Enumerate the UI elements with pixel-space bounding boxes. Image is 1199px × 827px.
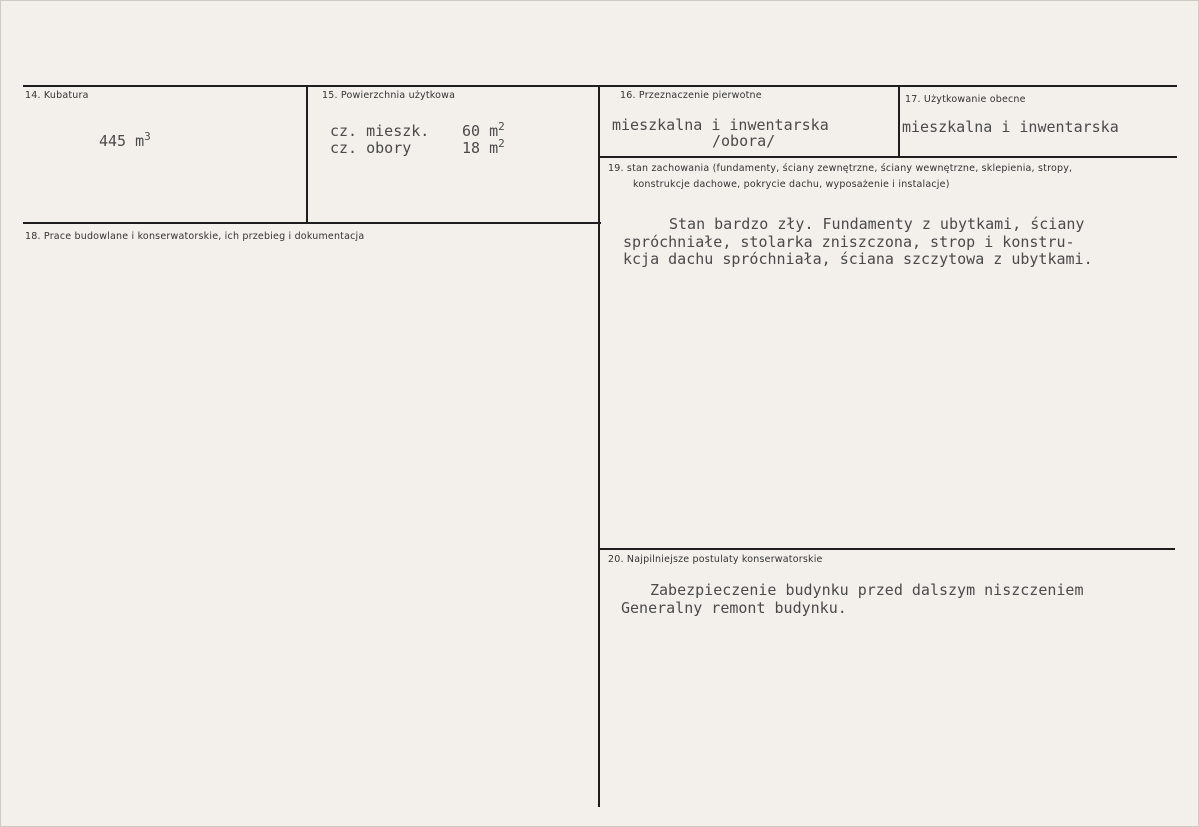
field-17-label: 17. Użytkowanie obecne: [905, 94, 1026, 105]
divider-16-17: [898, 85, 900, 157]
field-15-label: 15. Powierzchnia użytkowa: [322, 90, 456, 101]
field-15-row2-area: 18 m: [462, 139, 499, 157]
field-19-line3: kcja dachu spróchniała, ściana szczytowa z ubytkami.: [623, 250, 1093, 268]
field-14-volume: 445 m: [99, 132, 145, 150]
divider-14-15: [306, 85, 308, 223]
main-center-divider: [598, 85, 600, 807]
field-15-row2-exponent: 2: [498, 137, 505, 150]
field-14-label: 14. Kubatura: [25, 90, 89, 101]
field-20-line1: Zabezpieczenie budynku przed dalszym niszczeniem: [650, 581, 1084, 599]
field-15-row1-name: cz. mieszk.: [330, 122, 430, 140]
field-15-row2-value: [462, 139, 505, 158]
field-15-row2-name: cz. obory: [330, 139, 412, 157]
field-19-label-line1: 19. stan zachowania (fundamenty, ściany zewnętrzne, ściany wewnętrzne, sklepienia, stropy,: [608, 163, 1073, 174]
field-14-unit-exponent: 3: [144, 130, 151, 143]
field-19-line2: spróchniałe, stolarka zniszczona, strop i konstru-: [623, 233, 1075, 251]
field-20-label: 20. Najpilniejsze postulaty konserwatorskie: [608, 554, 823, 565]
field-19-label-line2: konstrukcje dachowe, pokrycie dachu, wyposażenie i instalacje): [633, 179, 950, 190]
rule-above-20: [599, 548, 1175, 550]
field-18-label: 18. Prace budowlane i konserwatorskie, ich przebieg i dokumentacja: [25, 231, 365, 242]
field-16-line2: /obora/: [712, 132, 776, 150]
field-15-row1-area: 60 m: [462, 122, 499, 140]
field-20-line2: Generalny remont budynku.: [621, 599, 847, 617]
field-16-line1: mieszkalna i inwentarska: [612, 116, 829, 134]
rule-under-14-15: [23, 222, 601, 224]
field-17-value: mieszkalna i inwentarska: [902, 118, 1119, 136]
top-rule: [23, 85, 1177, 87]
field-19-line1: Stan bardzo zły. Fundamenty z ubytkami, ściany: [669, 215, 1085, 233]
field-14-value: [99, 132, 151, 151]
field-16-label: 16. Przeznaczenie pierwotne: [620, 90, 762, 101]
rule-under-16-17: [599, 156, 1177, 158]
field-15-row1-exponent: 2: [498, 120, 505, 133]
